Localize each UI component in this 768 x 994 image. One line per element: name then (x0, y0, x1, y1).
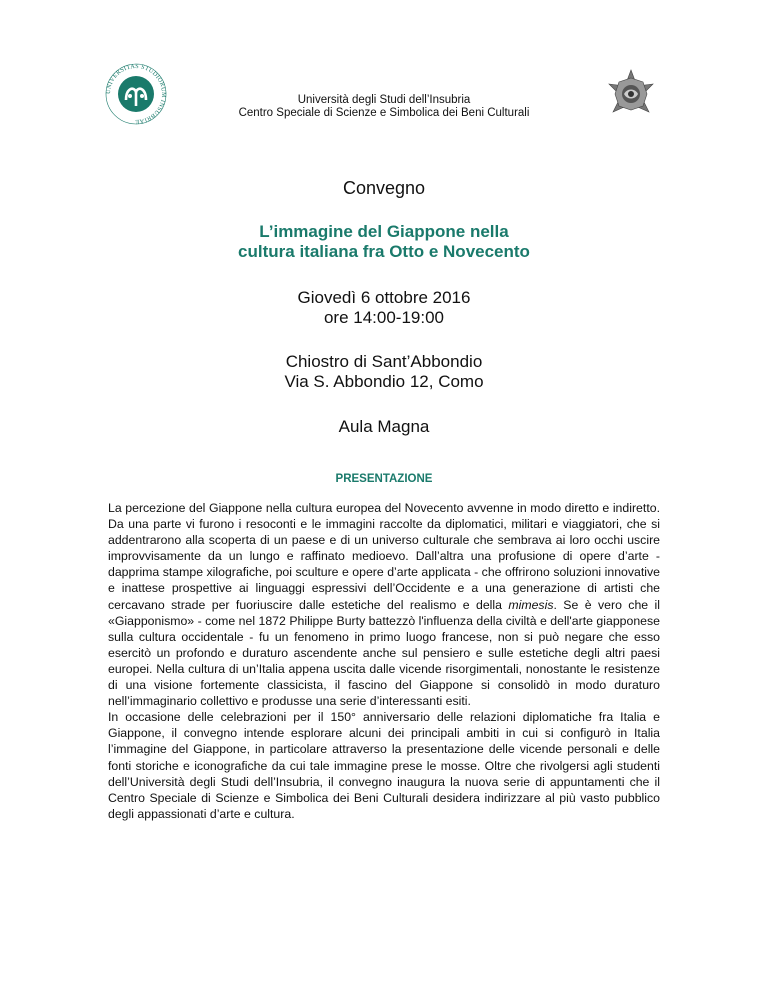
paragraph-1-emphasis: mimesis (508, 597, 554, 612)
event-title-line1: L’immagine del Giappone nella (259, 222, 509, 241)
venue-name: Chiostro di Sant’Abbondio (285, 352, 483, 371)
event-date: Giovedì 6 ottobre 2016 (297, 288, 471, 307)
presentation-body (108, 500, 660, 822)
event-venue (0, 352, 768, 392)
paragraph-1-text-b: . Se è vero che il «Giapponismo» - come nel 1872 Philippe Burty battezzò l'influenza della civiltà e dell'arte giapponese sulla cultura occidentale - fu un fenomeno in primo luogo francese, non si può negare che esso esercitò un profondo e duraturo ascendente anche sul pensiero e sulle estetiche degli altri paesi europei. Nella cultura di un’Italia appena uscita dalle vicende risorgimentali, nonostante le resistenze di una visione fortemente classicista, il fascino del Giappone si consolidò in modo duraturo nell’immaginario collettivo e produsse una serie d’interessanti esiti. (108, 597, 661, 709)
paragraph-1-text-a: La percezione del Giappone nella cultura europea del Novecento avvenne in modo diretto e indiretto. Da una parte vi furono i resoconti e le immagini raccolte da diplomatici, militari e viaggiatori, che si addentrarono alla scoperta di un paese e di un universo culturale che sembrava ai loro occhi uscire improvvisamente da un lungo e raffinato medioevo. Dall’altra una profusione di opere d’arte - dapprima stampe xilografiche, poi sculture e opere d’arte applicata - che offrirono soluzioni innovative e inattese prospettive ai linguaggi espressivi dell’Occidente e a una generazione di artisti che cercavano strade per fuoriuscire dalle estetiche del realismo e della (108, 501, 660, 612)
institution-header (0, 94, 768, 120)
event-type: Convegno (342, 178, 426, 198)
venue-address: Via S. Abbondio 12, Como (284, 372, 484, 391)
university-name: Università degli Studi dell’Insubria (297, 94, 471, 106)
presentation-paragraph-1 (108, 500, 660, 709)
event-datetime (0, 288, 768, 328)
center-name: Centro Speciale di Scienze e Simbolica dei Beni Culturali (238, 107, 530, 119)
event-title (0, 222, 768, 262)
event-time: ore 14:00-19:00 (323, 308, 445, 327)
event-room: Aula Magna (338, 417, 430, 436)
presentation-paragraph-2: In occasione delle celebrazioni per il 150° anniversario delle relazioni diplomatiche fra Italia e Giappone, il convegno intende esplorare alcuni dei principali ambiti in cui si configurò in Italia l’immagine del Giappone, in particolare attraverso la presentazione delle vicende personali e delle fonti storiche e iconografiche da cui tale immagine prese le mosse. Oltre che rivolgersi agli studenti dell’Università degli Studi dell’Insubria, il convegno inaugura la nuova serie di appuntamenti che il Centro Speciale di Scienze e Simbolica dei Beni Culturali desidera indirizzare al più vasto pubblico degli appassionati d’arte e cultura. (108, 710, 660, 821)
presentation-heading: PRESENTAZIONE (335, 473, 433, 485)
event-title-line2: cultura italiana fra Otto e Novecento (238, 242, 530, 261)
seal-text: UNIVERSITAS STUDIORUM INSUBRIAE (104, 62, 168, 126)
